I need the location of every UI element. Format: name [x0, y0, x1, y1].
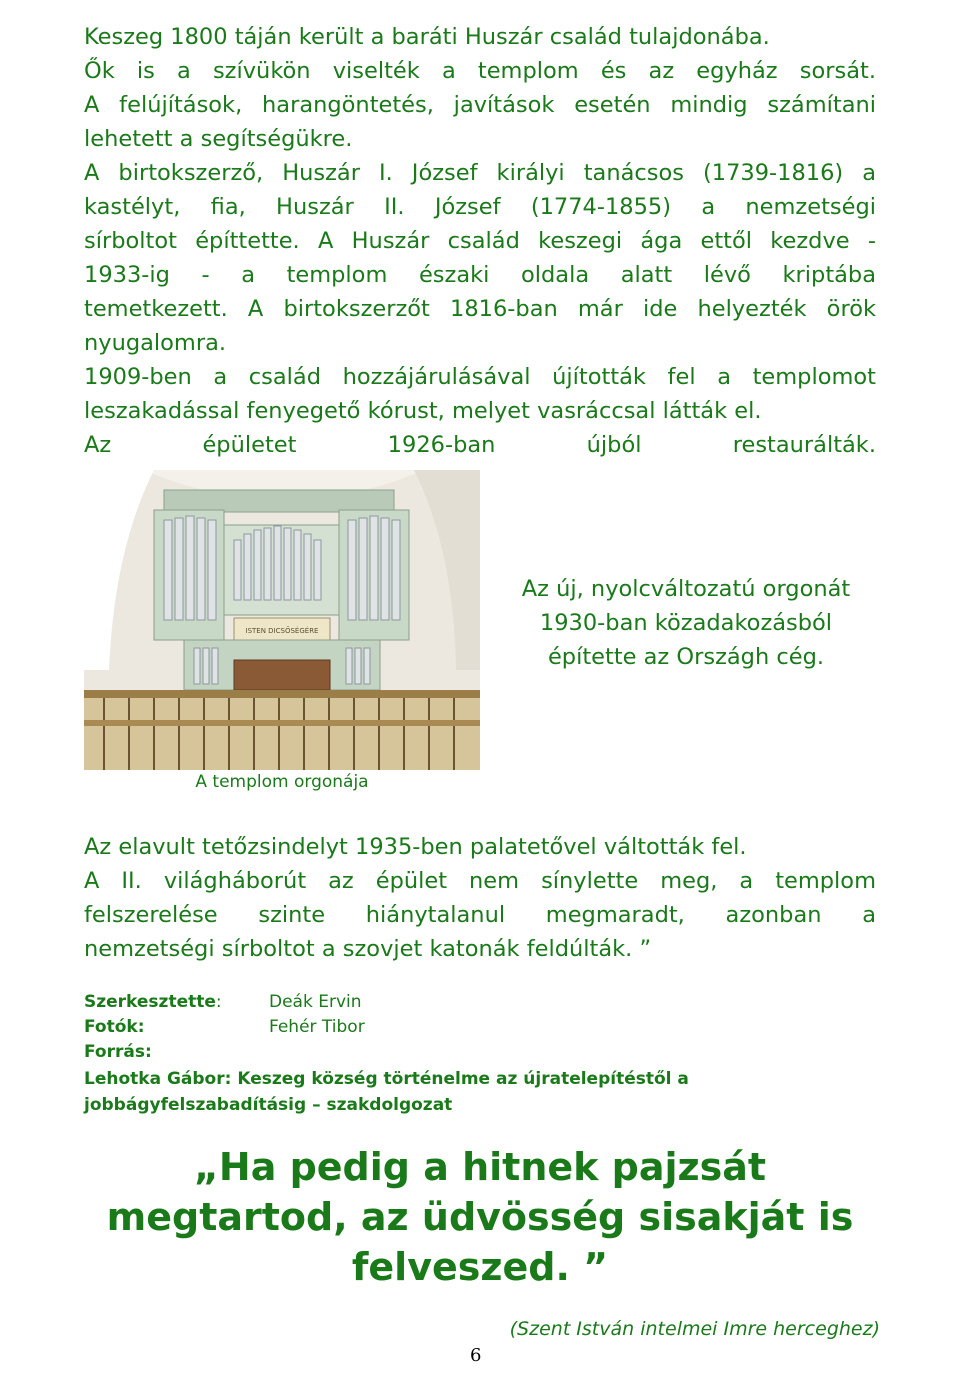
- photo-caption: A templom orgonája: [195, 772, 369, 792]
- intro-paragraph: [84, 20, 876, 462]
- quote-line: megtartod, az üdvösség sisakját is: [106, 1195, 854, 1239]
- intro-line: lehetett a segítségükre.: [84, 126, 353, 152]
- organ-note-line: építette az Országh cég.: [547, 644, 825, 670]
- source: [84, 1066, 844, 1118]
- intro-line: 1933-ig - a templom északi oldala alatt lévő kriptába: [84, 262, 876, 288]
- editor-label-colon: :: [215, 992, 222, 1012]
- quote: [84, 1142, 876, 1292]
- quote-attribution: (Szent István intelmei Imre herceghez): [509, 1318, 880, 1340]
- photos-label: Fotók:: [84, 1017, 145, 1037]
- intro-line: temetkezett. A birtokszerzőt 1816-ban már ide helyezték örök: [84, 296, 876, 322]
- after-line: A II. világháborút az épület nem sínylette meg, a templom: [84, 868, 876, 894]
- intro-line: Az épületet 1926-ban újból restaurálták.: [84, 432, 876, 458]
- source-label: Forrás:: [84, 1042, 152, 1062]
- source-line: jobbágyfelszabadításig – szakdolgozat: [84, 1095, 453, 1115]
- organ-photo: [84, 470, 480, 770]
- intro-line: Ők is a szívükön viselték a templom és az egyház sorsát.: [84, 58, 876, 84]
- editor-name: Deák Ervin: [269, 992, 362, 1012]
- intro-line: A felújítások, harangöntetés, javítások esetén mindig számítani: [84, 92, 876, 118]
- credits: [84, 990, 365, 1065]
- intro-line: nyugalomra.: [84, 330, 227, 356]
- organ-note: [500, 572, 872, 674]
- organ-note-line: Az új, nyolcváltozatú orgonát: [521, 576, 851, 602]
- page-number: 6: [470, 1345, 482, 1366]
- intro-line: Keszeg 1800 táján került a baráti Huszár család tulajdonába.: [84, 24, 770, 50]
- intro-line: 1909-ben a család hozzájárulásával újították fel a templomot: [84, 364, 876, 390]
- after-line: nemzetségi sírboltot a szovjet katonák feldúlták. ”: [84, 936, 652, 962]
- quote-line: felveszed. ”: [351, 1245, 609, 1289]
- editor-label: Szerkesztette: [84, 992, 216, 1012]
- quote-line: „Ha pedig a hitnek pajzsát: [193, 1145, 767, 1189]
- plaque-text: ISTEN DICSŐSÉGÉRE: [245, 627, 319, 635]
- organ-note-line: 1930-ban közadakozásból: [539, 610, 833, 636]
- after-line: felszerelése szinte hiánytalanul megmaradt, azonban a: [84, 902, 876, 928]
- intro-line: sírboltot építtette. A Huszár család keszegi ága ettől kezdve -: [84, 228, 876, 254]
- after-line: Az elavult tetőzsindelyt 1935-ben palatetővel váltották fel.: [84, 834, 747, 860]
- source-line: Lehotka Gábor: Keszeg község történelme az újratelepítéstől a: [84, 1069, 689, 1089]
- intro-line: A birtokszerző, Huszár I. József királyi tanácsos (1739-1816) a: [84, 160, 876, 186]
- intro-line: kastélyt, fia, Huszár II. József (1774-1855) a nemzetségi: [84, 194, 876, 220]
- photographer-name: Fehér Tibor: [269, 1017, 365, 1037]
- intro-line: leszakadással fenyegető kórust, melyet vasráccsal látták el.: [84, 398, 762, 424]
- after-paragraph: [84, 830, 876, 966]
